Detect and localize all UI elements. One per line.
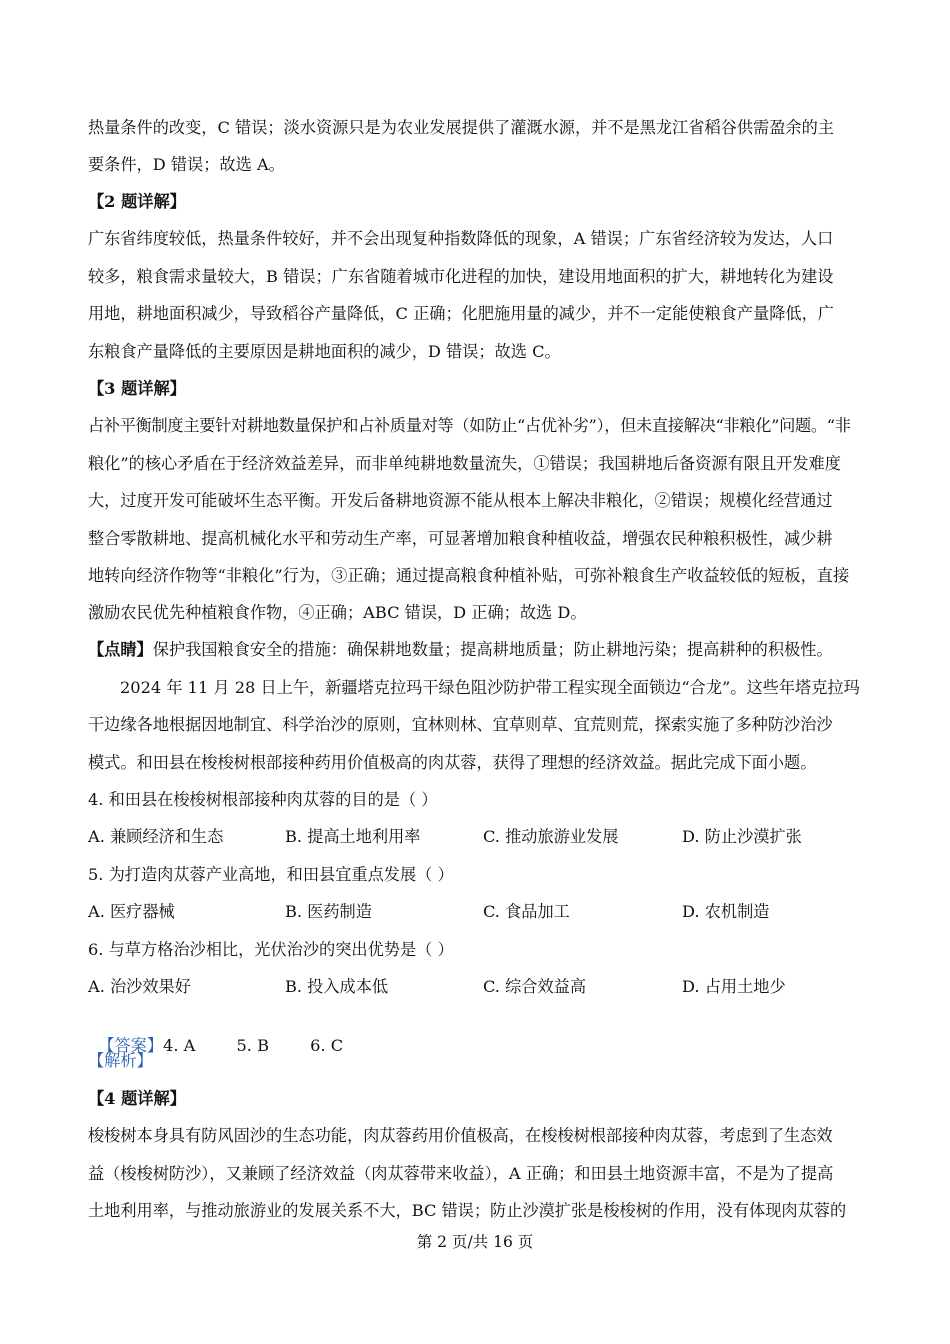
passage-line: 模式。和田县在梭梭树根部接种药用价值极高的肉苁蓉，获得了理想的经济效益。据此完成下面小题。	[88, 753, 817, 772]
text-line: 要条件，D 错误；故选 A。	[88, 155, 285, 174]
text-line: 梭梭树本身具有防风固沙的生态功能，肉苁蓉药用价值极高，在梭梭树根部接种肉苁蓉，考虑到了生态效	[88, 1126, 833, 1145]
option-a: A. 兼顾经济和生态	[88, 827, 224, 846]
text-line: 东粮食产量降低的主要原因是耕地面积的减少，D 错误；故选 C。	[88, 342, 561, 361]
dianjing-line	[88, 639, 833, 661]
option-b: B. 提高土地利用率	[285, 827, 421, 846]
page-footer: 第 2 页/共 16 页	[416, 1233, 534, 1251]
text-line: 较多，粮食需求量较大，B 错误；广东省随着城市化进程的加快，建设用地面积的扩大，耕地转化为建设	[88, 267, 834, 286]
option-b: B. 投入成本低	[285, 977, 389, 996]
q2-heading: 【2 题详解】	[88, 192, 186, 211]
text-line: 用地，耕地面积减少，导致稻谷产量降低，C 正确；化肥施用量的减少，并不一定能使粮食产量降低，广	[88, 304, 834, 323]
q3-heading: 【3 题详解】	[88, 379, 186, 398]
dianjing-label: 【点睛】	[88, 640, 153, 659]
text-line: 地转向经济作物等“非粮化”行为，③正确；通过提高粮食种植补贴，可弥补粮食生产收益较低的短板，直接	[88, 566, 850, 585]
option-c: C. 综合效益高	[483, 977, 587, 996]
dianjing-text: 保护我国粮食安全的措施：确保耕地数量；提高耕地质量；防止耕地污染；提高耕种的积极性。	[152, 640, 833, 659]
option-d: D. 防止沙漠扩张	[682, 827, 802, 846]
answer-values: 4. A 5. B 6. C	[163, 1036, 344, 1055]
analysis-label: 【解析】	[88, 1051, 153, 1070]
question-stem: 6. 与草方格治沙相比，光伏治沙的突出优势是（ ）	[88, 940, 454, 959]
question-stem: 4. 和田县在梭梭树根部接种肉苁蓉的目的是（ ）	[88, 790, 438, 809]
text-line: 大，过度开发可能破坏生态平衡。开发后备耕地资源不能从根本上解决非粮化，②错误；规模化经营通过	[88, 491, 833, 510]
text-line: 热量条件的改变，C 错误；淡水资源只是为农业发展提供了灌溉水源，并不是黑龙江省稻谷供需盈余的主	[88, 118, 834, 137]
q4-heading: 【4 题详解】	[88, 1089, 186, 1108]
option-c: C. 食品加工	[483, 902, 570, 921]
text-line: 占补平衡制度主要针对耕地数量保护和占补质量对等（如防止“占优补劣”），但未直接解决“非粮化”问题。“非	[88, 416, 851, 435]
answer-label: 【答案】	[98, 1036, 164, 1055]
passage-line: 2024 年 11 月 28 日上午，新疆塔克拉玛干绿色阻沙防护带工程实现全面锁边“合龙”。这些年塔克拉玛	[120, 678, 860, 697]
question-stem: 5. 为打造肉苁蓉产业高地，和田县宜重点发展（ ）	[88, 865, 454, 884]
option-b: B. 医药制造	[285, 902, 372, 921]
option-a: A. 治沙效果好	[88, 977, 191, 996]
text-line: 激励农民优先种植粮食作物，④正确；ABC 错误，D 正确；故选 D。	[88, 603, 587, 622]
option-a: A. 医疗器械	[88, 902, 175, 921]
text-line: 广东省纬度较低，热量条件较好，并不会出现复种指数降低的现象，A 错误；广东省经济较为发达，人口	[88, 229, 834, 248]
text-line: 粮化”的核心矛盾在于经济效益差异，而非单纯耕地数量流失，①错误；我国耕地后备资源有限且开发难度	[88, 454, 841, 473]
option-d: D. 农机制造	[682, 902, 770, 921]
text-line: 益（梭梭树防沙），又兼顾了经济效益（肉苁蓉带来收益），A 正确；和田县土地资源丰富，不是为了提高	[88, 1164, 834, 1183]
option-d: D. 占用土地少	[682, 977, 786, 996]
option-c: C. 推动旅游业发展	[483, 827, 619, 846]
text-line: 土地利用率，与推动旅游业的发展关系不大，BC 错误；防止沙漠扩张是梭梭树的作用，没有体现肉苁蓉的	[88, 1201, 847, 1220]
passage-line: 干边缘各地根据因地制宜、科学治沙的原则，宜林则林、宜草则草、宜荒则荒，探索实施了多种防沙治沙	[88, 715, 833, 734]
text-line: 整合零散耕地、提高机械化水平和劳动生产率，可显著增加粮食种植收益，增强农民种粮积极性，减少耕	[88, 529, 833, 548]
